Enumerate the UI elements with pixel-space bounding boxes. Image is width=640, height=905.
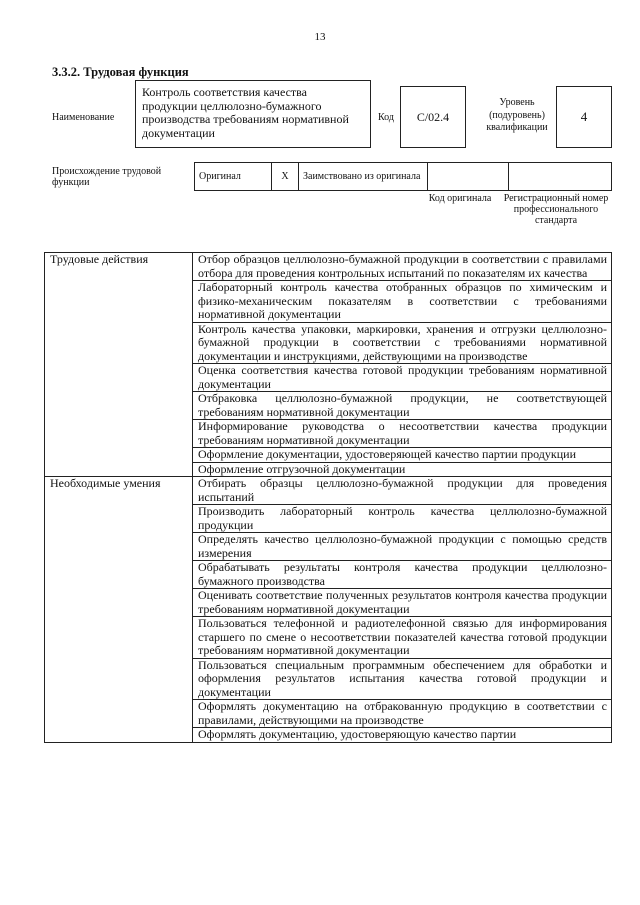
level-label: Уровень (подуровень) квалификации xyxy=(486,97,548,133)
category-cell: Трудовые действия xyxy=(45,253,193,477)
item-cell: Пользоваться специальным программным обеспечением для обработки и оформления результатов испытания качества готовой продукции и документации xyxy=(193,658,612,700)
original-mark: X xyxy=(272,163,299,191)
item-cell: Информирование руководства о несоответствии качества продукции требованиям нормативной документации xyxy=(193,420,612,448)
item-cell: Определять качество целлюлозно-бумажной продукции с помощью средств измерения xyxy=(193,533,612,561)
function-table xyxy=(44,252,612,743)
table-row xyxy=(45,253,612,281)
registration-number-cell xyxy=(509,163,612,191)
code-value: C/02.4 xyxy=(400,86,466,148)
page-number: 13 xyxy=(314,31,326,43)
item-cell: Лабораторный контроль качества отобранных образцов по химическим и физико-механическим показателям в соответствии с требованиями нормативной документации xyxy=(193,281,612,323)
item-cell: Отбор образцов целлюлозно-бумажной продукции в соответствии с правилами отбора для проведения контрольных испытаний по показателям их качества xyxy=(193,253,612,281)
category-cell: Необходимые умения xyxy=(45,477,193,743)
original-label: Оригинал xyxy=(195,163,272,191)
item-cell: Оформлять документацию, удостоверяющую качество партии xyxy=(193,728,612,743)
item-cell: Производить лабораторный контроль качества целлюлозно-бумажной продукции xyxy=(193,505,612,533)
section-title: 3.3.2. Трудовая функция xyxy=(52,65,189,79)
borrowed-label: Заимствовано из оригинала xyxy=(299,163,428,191)
name-value: Контроль соответствия качества продукции целлюлозно-бумажного производства требованиям нормативной документации xyxy=(135,80,371,148)
level-value: 4 xyxy=(556,86,612,148)
name-label: Наименование xyxy=(52,112,115,123)
item-cell: Оценка соответствия качества готовой продукции требованиям нормативной документации xyxy=(193,364,612,392)
item-cell: Оценивать соответствие полученных результатов контроля качества продукции требованиям нормативной документации xyxy=(193,589,612,617)
item-cell: Контроль качества упаковки, маркировки, хранения и отгрузки целлюлозно-бумажной продукции в соответствии с требованиями нормативной документации и инструкциями, действующими на производстве xyxy=(193,322,612,364)
item-cell: Отбраковка целлюлозно-бумажной продукции, не соответствующей требованиям нормативной документации xyxy=(193,392,612,420)
item-cell: Отбирать образцы целлюлозно-бумажной продукции для проведения испытаний xyxy=(193,477,612,505)
item-cell: Оформление отгрузочной документации xyxy=(193,462,612,477)
table-row xyxy=(45,477,612,505)
origin-label: Происхождение трудовой функции xyxy=(52,166,162,188)
item-cell: Оформлять документацию на отбракованную продукцию в соответствии с правилами, действующими на производстве xyxy=(193,700,612,728)
item-cell: Пользоваться телефонной и радиотелефонной связью для информирования старшего по смене о несоответствии показателей качества готовой продукции требованиям нормативной документации xyxy=(193,617,612,659)
origin-table xyxy=(194,162,612,191)
item-cell: Оформление документации, удостоверяющей качество партии продукции xyxy=(193,448,612,463)
original-code-cell xyxy=(428,163,509,191)
item-cell: Обрабатывать результаты контроля качества продукции целлюлозно-бумажного производства xyxy=(193,561,612,589)
code-label: Код xyxy=(378,112,394,123)
registration-number-label: Регистрационный номер профессионального стандарта xyxy=(503,193,609,226)
original-code-label: Код оригинала xyxy=(428,193,492,204)
